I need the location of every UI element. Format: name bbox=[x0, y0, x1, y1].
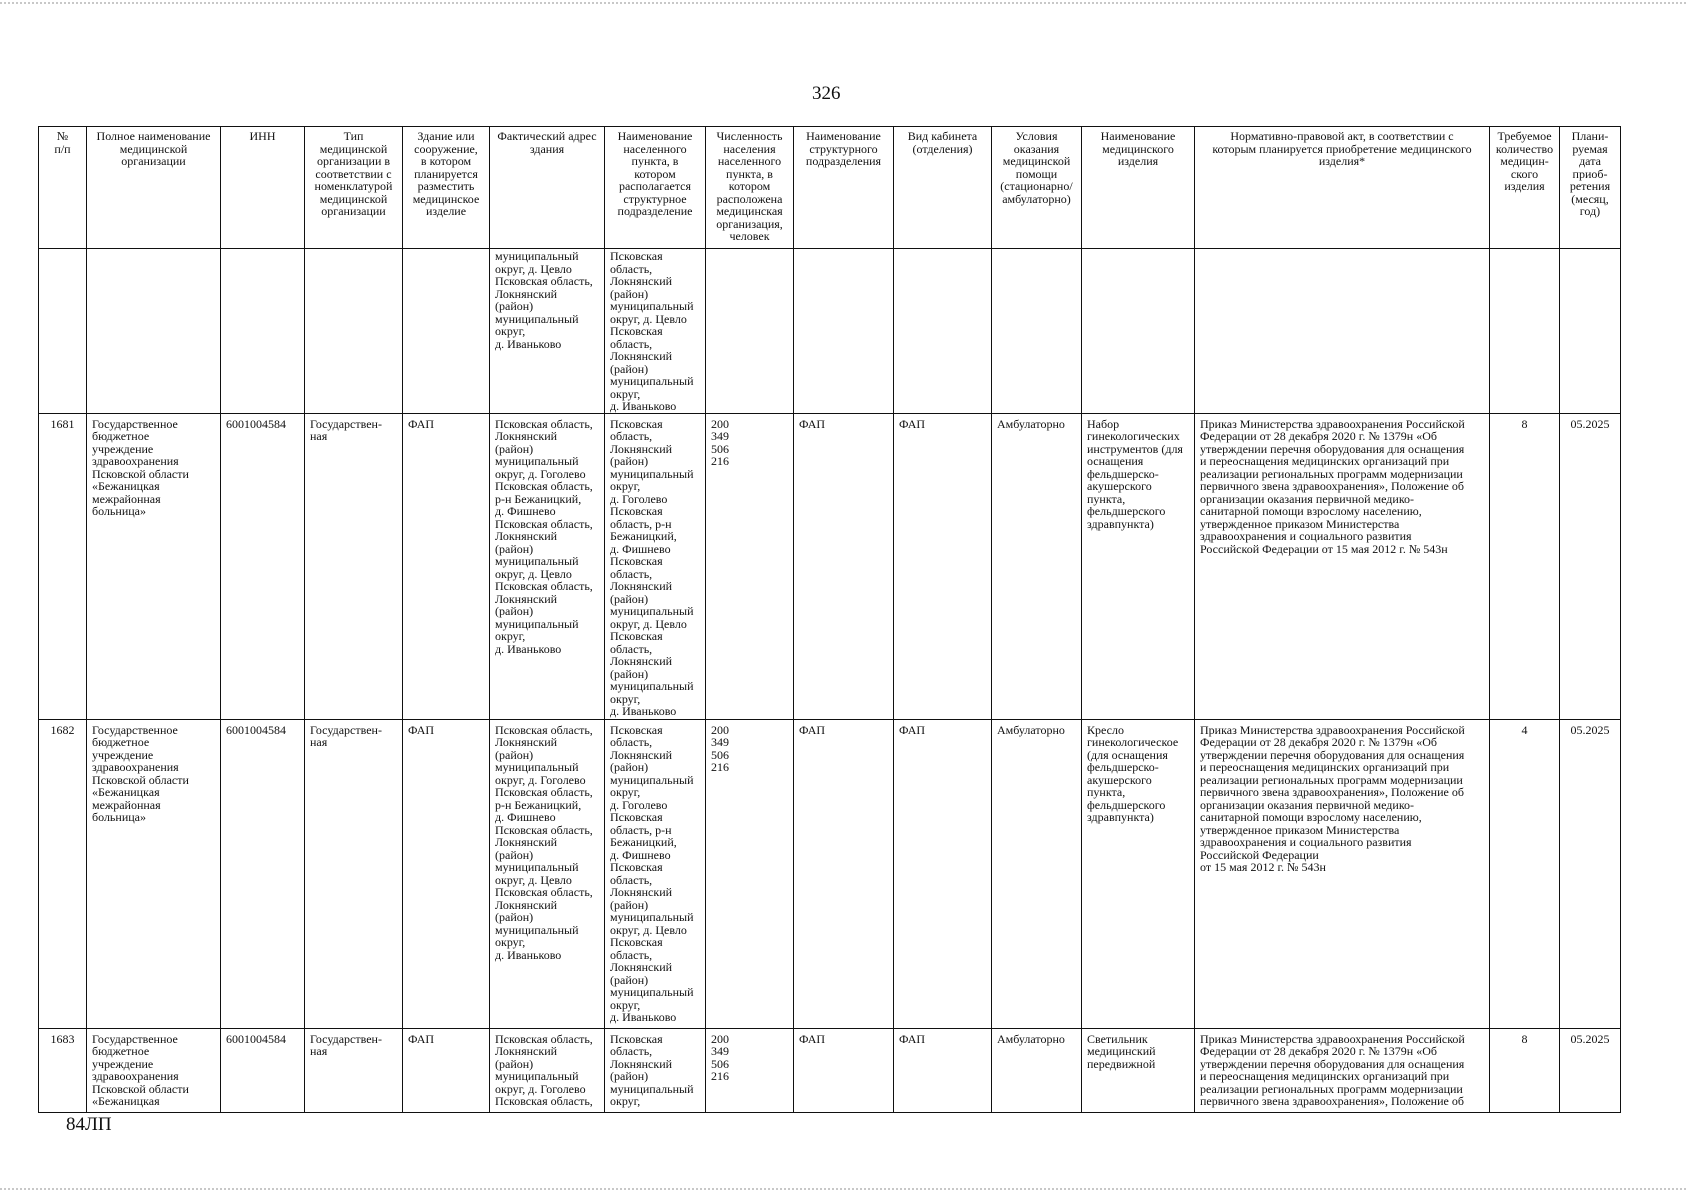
header-number: № п/п bbox=[39, 127, 87, 249]
cell-cabinet-type: ФАП bbox=[894, 719, 992, 1028]
cell-device-name bbox=[1082, 249, 1195, 414]
cell-building: ФАП bbox=[403, 413, 490, 719]
cell-address: Псковская область, Локнянский (район) муниципальный округ, д. Гоголево Псковская область, р-н Бежаницкий, д. Фишнево Псковская область, Локнянский (район) муниципальный округ, д. Цевло Псковская область, Локнянский (район) муниципальный округ, д. Иваньково bbox=[490, 413, 605, 719]
header-inn: ИНН bbox=[221, 127, 305, 249]
cell-care-conditions: Амбулаторно bbox=[992, 1028, 1082, 1112]
cell-org-type: Государствен- ная bbox=[305, 1028, 403, 1112]
table-row bbox=[39, 1028, 1621, 1112]
cell-cabinet-type: ФАП bbox=[894, 413, 992, 719]
cell-population: 200 349 506 216 bbox=[706, 1028, 794, 1112]
table-row bbox=[39, 249, 1621, 414]
cell-inn bbox=[221, 249, 305, 414]
cell-population: 200 349 506 216 bbox=[706, 719, 794, 1028]
cell-population bbox=[706, 249, 794, 414]
cell-legal-act: Приказ Министерства здравоохранения Российской Федерации от 28 декабря 2020 г. № 1379н «Об утверждении перечня оборудования для оснащения и переоснащения медицинских организаций при реализации региональных программ модернизации первичного звена здравоохранения», Положение об bbox=[1195, 1028, 1490, 1112]
cell-legal-act: Приказ Министерства здравоохранения Российской Федерации от 28 декабря 2020 г. № 1379н «Об утверждении перечня оборудования для оснащения и переоснащения медицинских организаций при реализации региональных программ модернизации первичного звена здравоохранения», Положение об организации оказания первичной медико- санитарной помощи взрослому населению, утвержденное приказом Министерства здравоохранения и социального развития Российской Федерации от 15 мая 2012 г. № 543н bbox=[1195, 413, 1490, 719]
cell-locality: Псковская область, Локнянский (район) муниципальный округ, bbox=[605, 1028, 706, 1112]
header-org-name: Полное наименование медицинской организации bbox=[87, 127, 221, 249]
table-row bbox=[39, 719, 1621, 1028]
header-building: Здание или сооружение, в котором планируется разместить медицинское изделие bbox=[403, 127, 490, 249]
header-address: Фактический адрес здания bbox=[490, 127, 605, 249]
cell-inn: 6001004584 bbox=[221, 1028, 305, 1112]
cell-building: ФАП bbox=[403, 1028, 490, 1112]
cell-subdivision bbox=[794, 249, 894, 414]
cell-population: 200 349 506 216 bbox=[706, 413, 794, 719]
cell-org-type: Государствен- ная bbox=[305, 413, 403, 719]
cell-address: Псковская область, Локнянский (район) муниципальный округ, д. Гоголево Псковская область, bbox=[490, 1028, 605, 1112]
cell-cabinet-type: ФАП bbox=[894, 1028, 992, 1112]
cell-quantity: 8 bbox=[1490, 1028, 1560, 1112]
cell-purchase-date: 05.2025 bbox=[1560, 413, 1621, 719]
cell-subdivision: ФАП bbox=[794, 719, 894, 1028]
cell-purchase-date: 05.2025 bbox=[1560, 1028, 1621, 1112]
cell-device-name: Набор гинекологических инструментов (для оснащения фельдшерско- акушерского пункта, фельдшерского здравпункта) bbox=[1082, 413, 1195, 719]
cell-org-name: Государственное бюджетное учреждение здравоохранения Псковской области «Бежаницкая bbox=[87, 1028, 221, 1112]
cell-locality: Псковская область, Локнянский (район) муниципальный округ, д. Гоголево Псковская область, р-н Бежаницкий, д. Фишнево Псковская область, Локнянский (район) муниципальный округ, д. Цевло Псковская область, Локнянский (район) муниципальный округ, д. Иваньково bbox=[605, 719, 706, 1028]
cell-device-name: Кресло гинекологическое (для оснащения фельдшерско- акушерского пункта, фельдшерского здравпункта) bbox=[1082, 719, 1195, 1028]
page-number: 326 bbox=[812, 83, 841, 104]
header-cabinet-type: Вид кабинета (отделения) bbox=[894, 127, 992, 249]
cell-care-conditions: Амбулаторно bbox=[992, 719, 1082, 1028]
header-population: Численность населения населенного пункта, в котором расположена медицинская организация, человек bbox=[706, 127, 794, 249]
cell-legal-act bbox=[1195, 249, 1490, 414]
cell-building: ФАП bbox=[403, 719, 490, 1028]
cell-quantity: 8 bbox=[1490, 413, 1560, 719]
cell-number: 1681 bbox=[39, 413, 87, 719]
cell-care-conditions: Амбулаторно bbox=[992, 413, 1082, 719]
cell-subdivision: ФАП bbox=[794, 1028, 894, 1112]
header-device-name: Наименование медицинского изделия bbox=[1082, 127, 1195, 249]
header-care-conditions: Условия оказания медицинской помощи (стационарно/ амбулаторно) bbox=[992, 127, 1082, 249]
header-locality: Наименование населенного пункта, в котором располагается структурное подразделение bbox=[605, 127, 706, 249]
header-quantity: Требуемое количество медицин- ского изделия bbox=[1490, 127, 1560, 249]
cell-legal-act: Приказ Министерства здравоохранения Российской Федерации от 28 декабря 2020 г. № 1379н «Об утверждении перечня оборудования для оснащения и переоснащения медицинских организаций при реализации региональных программ модернизации первичного звена здравоохранения», Положение об организации оказания первичной медико- санитарной помощи взрослому населению, утвержденное приказом Министерства здравоохранения и социального развития Российской Федерации от 15 мая 2012 г. № 543н bbox=[1195, 719, 1490, 1028]
cell-subdivision: ФАП bbox=[794, 413, 894, 719]
header-legal-act: Нормативно-правовой акт, в соответствии с которым планируется приобретение медицинского изделия* bbox=[1195, 127, 1490, 249]
cell-inn: 6001004584 bbox=[221, 413, 305, 719]
cell-inn: 6001004584 bbox=[221, 719, 305, 1028]
cell-number: 1683 bbox=[39, 1028, 87, 1112]
header-purchase-date: Плани- руемая дата приоб- ретения (месяц, год) bbox=[1560, 127, 1621, 249]
cell-org-type: Государствен- ная bbox=[305, 719, 403, 1028]
cell-building bbox=[403, 249, 490, 414]
table-header-row bbox=[39, 127, 1621, 249]
cell-quantity: 4 bbox=[1490, 719, 1560, 1028]
cell-org-type bbox=[305, 249, 403, 414]
footer-code: 84ЛП bbox=[66, 1114, 112, 1135]
table-row bbox=[39, 413, 1621, 719]
cell-cabinet-type bbox=[894, 249, 992, 414]
cell-purchase-date: 05.2025 bbox=[1560, 719, 1621, 1028]
cell-care-conditions bbox=[992, 249, 1082, 414]
cell-address: Псковская область, Локнянский (район) муниципальный округ, д. Гоголево Псковская область, р-н Бежаницкий, д. Фишнево Псковская область, Локнянский (район) муниципальный округ, д. Цевло Псковская область, Локнянский (район) муниципальный округ, д. Иваньково bbox=[490, 719, 605, 1028]
cell-number: 1682 bbox=[39, 719, 87, 1028]
header-subdivision: Наименование структурного подразделения bbox=[794, 127, 894, 249]
cell-org-name: Государственное бюджетное учреждение здравоохранения Псковской области «Бежаницкая межрайонная больница» bbox=[87, 413, 221, 719]
cell-locality: Псковская область, Локнянский (район) муниципальный округ, д. Цевло Псковская область, Локнянский (район) муниципальный округ, д. Иваньково bbox=[605, 249, 706, 414]
cell-locality: Псковская область, Локнянский (район) муниципальный округ, д. Гоголево Псковская область, р-н Бежаницкий, д. Фишнево Псковская область, Локнянский (район) муниципальный округ, д. Цевло Псковская область, Локнянский (район) муниципальный округ, д. Иваньково bbox=[605, 413, 706, 719]
header-org-type: Тип медицинской организации в соответствии с номенклатурой медицинской организации bbox=[305, 127, 403, 249]
scan-edge-bottom bbox=[0, 1188, 1686, 1190]
cell-number bbox=[39, 249, 87, 414]
scan-edge-top bbox=[0, 2, 1686, 4]
cell-device-name: Светильник медицинский передвижной bbox=[1082, 1028, 1195, 1112]
cell-quantity bbox=[1490, 249, 1560, 414]
cell-org-name bbox=[87, 249, 221, 414]
cell-purchase-date bbox=[1560, 249, 1621, 414]
equipment-table bbox=[38, 126, 1621, 1113]
cell-org-name: Государственное бюджетное учреждение здравоохранения Псковской области «Бежаницкая межрайонная больница» bbox=[87, 719, 221, 1028]
cell-address: муниципальный округ, д. Цевло Псковская область, Локнянский (район) муниципальный округ, д. Иваньково bbox=[490, 249, 605, 414]
